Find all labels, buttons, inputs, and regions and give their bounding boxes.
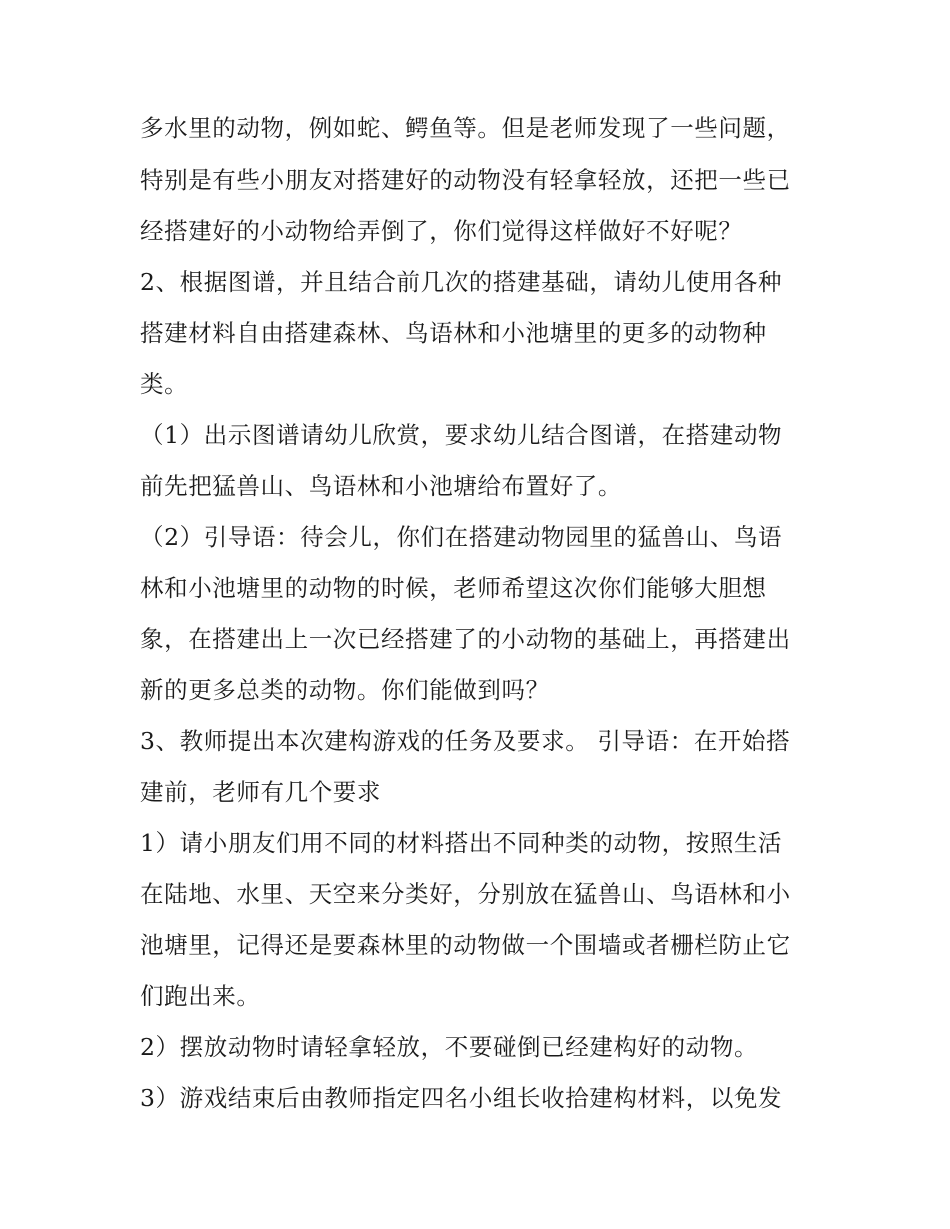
text-line: 象，在搭建出上一次已经搭建了的小动物的基础上，再搭建出 (140, 625, 791, 653)
text-line: 搭建材料自由搭建森林、鸟语林和小池塘里的更多的动物种 (140, 319, 767, 347)
text-line: 3）游戏结束后由教师指定四名小组长收拾建构材料，以免发 (140, 1084, 783, 1112)
text-line: 在陆地、水里、天空来分类好，分别放在猛兽山、鸟语林和小 (140, 880, 791, 908)
text-line: 林和小池塘里的动物的时候，老师希望这次你们能够大胆想 (140, 574, 767, 602)
text-line: 建前，老师有几个要求 (140, 778, 381, 806)
text-line: 多水里的动物，例如蛇、鳄鱼等。但是老师发现了一些问题， (140, 114, 791, 142)
text-line: （2）引导语：待会儿，你们在搭建动物园里的猛兽山、鸟语 (140, 523, 783, 551)
text-line: 新的更多总类的动物。你们能做到吗？ (140, 676, 550, 704)
text-line: 特别是有些小朋友对搭建好的动物没有轻拿轻放，还把一些已 (140, 166, 791, 194)
text-line: 池塘里，记得还是要森林里的动物做一个围墙或者栅栏防止它 (140, 931, 791, 959)
text-line: （1）出示图谱请幼儿欣赏，要求幼儿结合图谱，在搭建动物 (140, 421, 783, 449)
text-line: 经搭建好的小动物给弄倒了，你们觉得这样做好不好呢？ (140, 217, 743, 245)
text-line: 前先把猛兽山、鸟语林和小池塘给布置好了。 (140, 472, 622, 500)
text-line: 类。 (140, 370, 189, 398)
text-line: 1）请小朋友们用不同的材料搭出不同种类的动物，按照生活 (140, 829, 783, 857)
text-line: 们跑出来。 (140, 982, 261, 1010)
text-line: 2、根据图谱，并且结合前几次的搭建基础，请幼儿使用各种 (140, 268, 783, 296)
text-line: 2）摆放动物时请轻拿轻放，不要碰倒已经建构好的动物。 (140, 1033, 759, 1061)
text-line: 3、教师提出本次建构游戏的任务及要求。 引导语：在开始搭 (140, 727, 791, 755)
